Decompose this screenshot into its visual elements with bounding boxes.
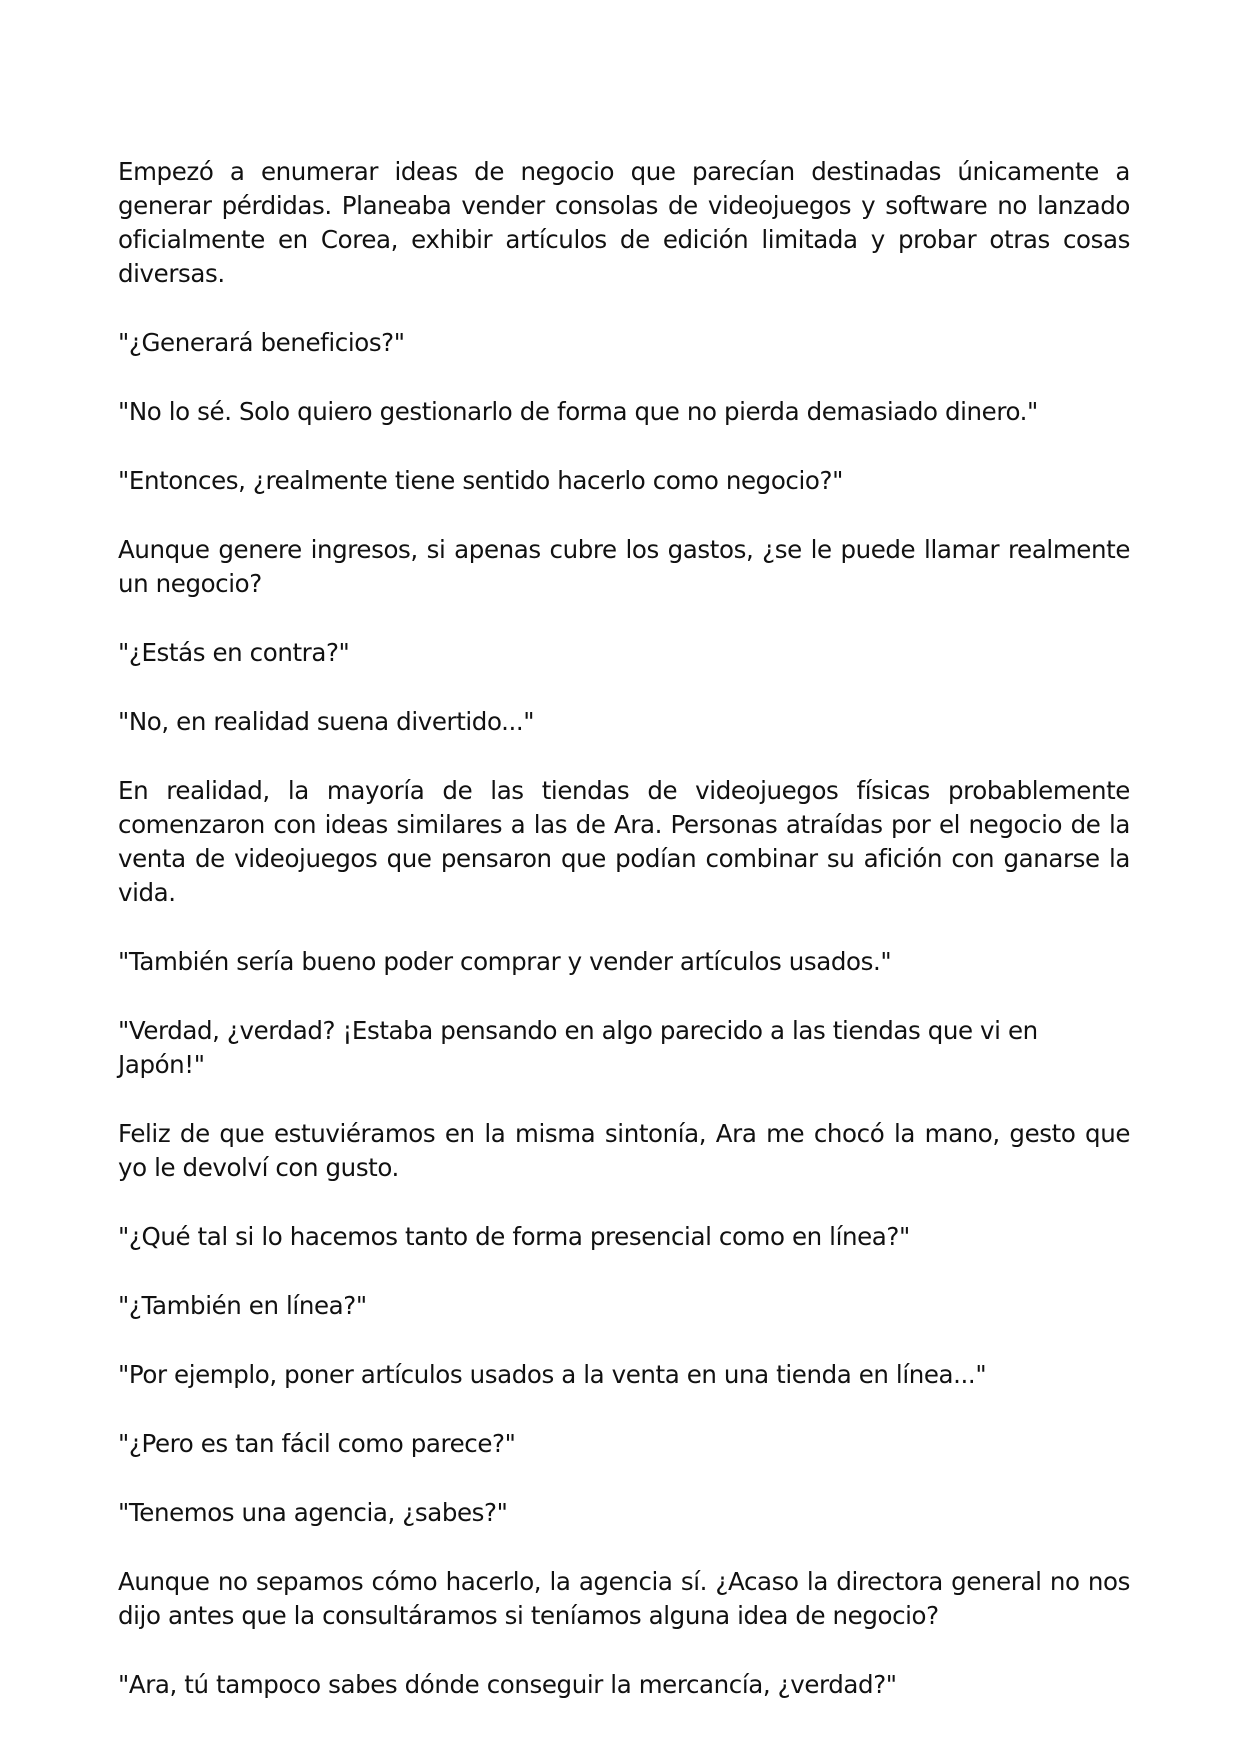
paragraph: Feliz de que estuviéramos en la misma sintonía, Ara me chocó la mano, gesto que yo le devolví con gusto.: [118, 1119, 1130, 1182]
paragraph: Empezó a enumerar ideas de negocio que parecían destinadas únicamente a generar pérdidas. Planeaba vender consolas de videojuegos y software no lanzado oficialmente en Corea, exhibir artículos de edición limitada y probar otras cosas diversas.: [118, 157, 1130, 288]
paragraph: "Entonces, ¿realmente tiene sentido hacerlo como negocio?": [118, 466, 843, 495]
paragraph: "Verdad, ¿verdad? ¡Estaba pensando en algo parecido a las tiendas que vi en Japón!": [118, 1016, 1038, 1079]
paragraph: "¿Generará beneficios?": [118, 328, 405, 357]
paragraph: "No lo sé. Solo quiero gestionarlo de forma que no pierda demasiado dinero.": [118, 397, 1038, 426]
paragraph: "¿También en línea?": [118, 1291, 367, 1320]
paragraph: "Ara, tú tampoco sabes dónde conseguir la mercancía, ¿verdad?": [118, 1670, 897, 1699]
paragraph: "También sería bueno poder comprar y vender artículos usados.": [118, 947, 892, 976]
paragraph: "¿Qué tal si lo hacemos tanto de forma presencial como en línea?": [118, 1222, 910, 1251]
paragraph: Aunque genere ingresos, si apenas cubre los gastos, ¿se le puede llamar realmente un negocio?: [118, 535, 1130, 598]
document-body: [118, 155, 1130, 1737]
paragraph: "Por ejemplo, poner artículos usados a la venta en una tienda en línea...": [118, 1360, 987, 1389]
paragraph: "No, en realidad suena divertido...": [118, 707, 535, 736]
paragraph: Aunque no sepamos cómo hacerlo, la agencia sí. ¿Acaso la directora general no nos dijo antes que la consultáramos si teníamos alguna idea de negocio?: [118, 1567, 1130, 1630]
paragraph: "¿Pero es tan fácil como parece?": [118, 1429, 516, 1458]
paragraph: "¿Estás en contra?": [118, 638, 350, 667]
paragraph: En realidad, la mayoría de las tiendas de videojuegos físicas probablemente comenzaron con ideas similares a las de Ara. Personas atraídas por el negocio de la venta de videojuegos que pensaron que podían combinar su afición con ganarse la vida.: [118, 776, 1130, 907]
paragraph: "Tenemos una agencia, ¿sabes?": [118, 1498, 508, 1527]
